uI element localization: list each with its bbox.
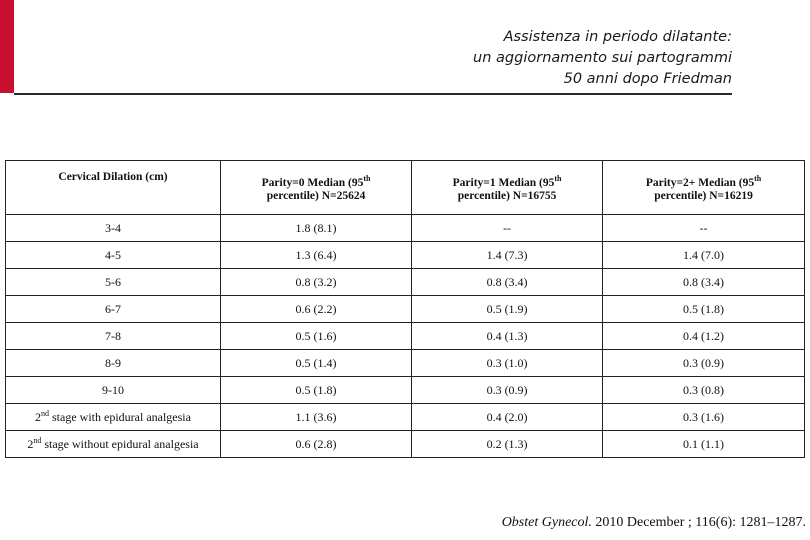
cell-parity-2plus: 0.4 (1.2) — [603, 323, 805, 350]
cell-parity-0: 1.8 (8.1) — [221, 215, 412, 242]
cell-parity-1: 0.5 (1.9) — [412, 296, 603, 323]
cell-parity-0: 1.3 (6.4) — [221, 242, 412, 269]
cell-parity-1: 0.8 (3.4) — [412, 269, 603, 296]
cell-parity-0: 0.6 (2.2) — [221, 296, 412, 323]
row-label: 7-8 — [6, 323, 221, 350]
cell-parity-0: 0.5 (1.8) — [221, 377, 412, 404]
header-cervical-dilation: Cervical Dilation (cm) — [6, 161, 221, 215]
cell-parity-2plus: 0.8 (3.4) — [603, 269, 805, 296]
accent-bar — [0, 0, 14, 93]
cell-parity-0: 0.5 (1.6) — [221, 323, 412, 350]
table-header-row — [6, 161, 805, 215]
cell-parity-2plus: -- — [603, 215, 805, 242]
header-parity-1: Parity=1 Median (95th percentile) N=16755 — [412, 161, 603, 215]
citation — [502, 515, 806, 531]
title-underline — [14, 93, 732, 95]
table-row — [6, 404, 805, 431]
title-line-1: Assistenza in periodo dilatante: — [503, 29, 732, 45]
cell-parity-2plus: 1.4 (7.0) — [603, 242, 805, 269]
cell-parity-0: 0.6 (2.8) — [221, 431, 412, 458]
table-row — [6, 323, 805, 350]
cell-parity-0: 1.1 (3.6) — [221, 404, 412, 431]
row-label: 6-7 — [6, 296, 221, 323]
table-row — [6, 296, 805, 323]
table-row — [6, 269, 805, 296]
row-label: 3-4 — [6, 215, 221, 242]
row-label: 8-9 — [6, 350, 221, 377]
table-row — [6, 242, 805, 269]
row-label: 4-5 — [6, 242, 221, 269]
title-line-2: un aggiornamento sui partogrammi — [473, 50, 732, 66]
slide-title — [473, 27, 732, 90]
cell-parity-2plus: 0.3 (0.9) — [603, 350, 805, 377]
cell-parity-1: 0.4 (2.0) — [412, 404, 603, 431]
cell-parity-2plus: 0.3 (1.6) — [603, 404, 805, 431]
table-row — [6, 377, 805, 404]
cell-parity-2plus: 0.1 (1.1) — [603, 431, 805, 458]
cell-parity-1: 0.3 (0.9) — [412, 377, 603, 404]
row-label: 5-6 — [6, 269, 221, 296]
table-row — [6, 350, 805, 377]
cell-parity-0: 0.5 (1.4) — [221, 350, 412, 377]
cell-parity-1: 0.3 (1.0) — [412, 350, 603, 377]
header-parity-2plus: Parity=2+ Median (95th percentile) N=16219 — [603, 161, 805, 215]
cell-parity-1: 0.2 (1.3) — [412, 431, 603, 458]
table-row — [6, 431, 805, 458]
row-label: 9-10 — [6, 377, 221, 404]
row-label: 2nd stage with epidural analgesia — [6, 404, 221, 431]
title-line-3: 50 anni dopo Friedman — [563, 71, 732, 87]
citation-details: 2010 December ; 116(6): 1281–1287. — [591, 515, 806, 530]
cell-parity-2plus: 0.5 (1.8) — [603, 296, 805, 323]
table-row — [6, 215, 805, 242]
citation-journal: Obstet Gynecol. — [501, 515, 592, 530]
cell-parity-0: 0.8 (3.2) — [221, 269, 412, 296]
header-parity-0: Parity=0 Median (95th percentile) N=25624 — [221, 161, 412, 215]
cell-parity-2plus: 0.3 (0.8) — [603, 377, 805, 404]
labor-progress-table — [5, 160, 805, 458]
cell-parity-1: 0.4 (1.3) — [412, 323, 603, 350]
row-label: 2nd stage without epidural analgesia — [6, 431, 221, 458]
cell-parity-1: 1.4 (7.3) — [412, 242, 603, 269]
cell-parity-1: -- — [412, 215, 603, 242]
